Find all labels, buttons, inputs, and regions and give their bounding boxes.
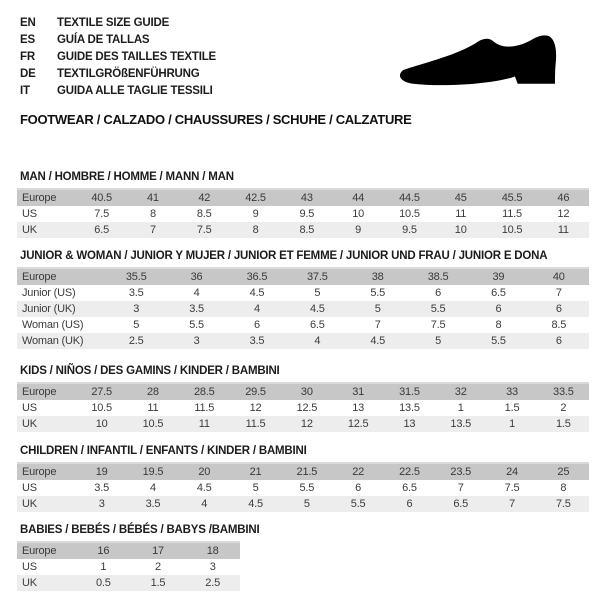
size-cell: 5 [287,285,347,301]
size-cell: 19 [76,463,127,480]
size-cell: 10.5 [486,222,537,238]
size-cell: 19.5 [127,463,178,480]
row-label: US [17,559,76,575]
size-cell: 38 [348,268,408,285]
size-cell: 5.5 [348,285,408,301]
row-label: Europe [17,463,76,480]
size-cell: 24 [486,463,537,480]
table-row [17,542,240,559]
size-cell: 28 [127,383,178,400]
size-cell: 5.5 [408,301,468,317]
size-cell: 12 [538,206,589,222]
table-row [17,463,589,480]
shoe-icon [393,18,575,104]
size-cell: 11 [435,206,486,222]
size-cell: 3 [166,333,226,349]
size-cell: 8.5 [529,317,589,333]
size-cell: 6 [227,317,287,333]
size-cell: 13 [384,416,435,432]
section-man [17,170,600,238]
size-table-babies [17,541,240,591]
size-cell: 4.5 [287,301,347,317]
size-cell: 3.5 [227,333,287,349]
size-cell: 25 [538,463,589,480]
size-cell: 40.5 [76,189,127,206]
size-cell: 28.5 [179,383,230,400]
section-title-junior-woman: JUNIOR & WOMAN / JUNIOR Y MUJER / JUNIOR ET FEMME / JUNIOR UND FRAU / JUNIOR E DONA [20,250,548,262]
size-cell: 13.5 [435,416,486,432]
size-cell: 11 [538,222,589,238]
table-row [17,416,589,432]
table-row [17,301,589,317]
size-cell: 43 [281,189,332,206]
size-cell: 9 [230,206,281,222]
language-code: ES [20,34,35,46]
size-cell: 37.5 [287,268,347,285]
size-cell: 5 [230,480,281,496]
size-cell: 7 [529,285,589,301]
size-cell: 35.5 [106,268,166,285]
row-label: Europe [17,268,106,285]
row-label: Junior (US) [17,285,106,301]
size-cell: 6 [529,333,589,349]
size-cell: 6.5 [468,285,528,301]
size-cell: 8.5 [281,222,332,238]
size-cell: 1 [435,400,486,416]
size-cell: 7.5 [408,317,468,333]
size-cell: 22.5 [384,463,435,480]
row-label: US [17,206,76,222]
size-cell: 1.5 [486,400,537,416]
section-children [17,444,600,512]
size-cell: 3 [76,496,127,512]
size-cell: 16 [76,542,131,559]
size-cell: 17 [131,542,186,559]
language-list [20,15,216,100]
size-cell: 4 [179,496,230,512]
size-cell: 45.5 [486,189,537,206]
size-cell: 10.5 [76,400,127,416]
size-cell: 10 [76,416,127,432]
section-babies [17,523,600,591]
size-cell: 1 [486,416,537,432]
size-cell: 33.5 [538,383,589,400]
table-row [17,206,589,222]
size-cell: 7 [435,480,486,496]
section-junior-woman [17,249,600,349]
table-row [17,575,240,591]
size-cell: 13 [332,400,383,416]
size-table-children [17,462,589,512]
size-cell: 27.5 [76,383,127,400]
size-cell: 30 [281,383,332,400]
size-table-man [17,188,589,238]
language-code: IT [20,85,30,97]
language-code: EN [20,17,36,29]
size-cell: 8 [538,480,589,496]
size-cell: 23.5 [435,463,486,480]
size-cell: 3 [106,301,166,317]
language-row [20,49,216,66]
size-cell: 20 [179,463,230,480]
table-row [17,189,589,206]
language-title: GUIDA ALLE TAGLIE TESSILI [57,85,213,97]
row-label: Woman (US) [17,317,106,333]
size-cell: 42.5 [230,189,281,206]
size-cell: 2 [538,400,589,416]
language-row [20,15,216,32]
size-cell: 4.5 [230,496,281,512]
row-label: UK [17,575,76,591]
size-cell: 9.5 [384,222,435,238]
size-cell: 6.5 [287,317,347,333]
size-cell: 5.5 [468,333,528,349]
size-cell: 10.5 [127,416,178,432]
size-cell: 5 [106,317,166,333]
table-row [17,317,589,333]
size-table-kids [17,382,589,432]
size-cell: 29.5 [230,383,281,400]
size-cell: 4 [127,480,178,496]
size-cell: 3.5 [166,301,226,317]
row-label: UK [17,416,76,432]
size-cell: 4 [166,285,226,301]
size-cell: 18 [185,542,240,559]
size-cell: 40 [529,268,589,285]
size-cell: 10 [435,222,486,238]
table-row [17,383,589,400]
size-cell: 8 [230,222,281,238]
size-cell: 2.5 [106,333,166,349]
row-label: US [17,400,76,416]
table-row [17,400,589,416]
size-cell: 5.5 [166,317,226,333]
size-cell: 31.5 [384,383,435,400]
size-cell: 2.5 [185,575,240,591]
table-row [17,559,240,575]
section-title-babies: BABIES / BEBÉS / BÉBÉS / BABYS /BAMBINI [20,524,260,536]
size-cell: 5 [408,333,468,349]
language-row [20,83,216,100]
language-code: DE [20,68,36,80]
size-cell: 5 [281,496,332,512]
language-title: TEXTILGRÖßENFÜHRUNG [57,68,200,80]
size-cell: 1 [76,559,131,575]
size-cell: 8 [127,206,178,222]
section-kids [17,364,600,432]
size-cell: 21.5 [281,463,332,480]
size-cell: 38.5 [408,268,468,285]
size-cell: 22 [332,463,383,480]
size-cell: 44 [332,189,383,206]
size-cell: 12.5 [281,400,332,416]
size-cell: 8.5 [179,206,230,222]
size-cell: 8 [468,317,528,333]
size-cell: 11 [179,416,230,432]
size-cell: 33 [486,383,537,400]
size-cell: 1.5 [131,575,186,591]
size-table-junior-woman [17,267,589,349]
size-cell: 6 [332,480,383,496]
row-label: UK [17,222,76,238]
size-cell: 44.5 [384,189,435,206]
size-cell: 5.5 [281,480,332,496]
size-cell: 3.5 [106,285,166,301]
section-title-kids: KIDS / NIÑOS / DES GAMINS / KINDER / BAMBINI [20,365,280,377]
size-cell: 4.5 [348,333,408,349]
size-cell: 0.5 [76,575,131,591]
size-cell: 39 [468,268,528,285]
language-title: TEXTILE SIZE GUIDE [57,17,170,29]
size-cell: 3.5 [127,496,178,512]
table-row [17,480,589,496]
size-cell: 4 [227,301,287,317]
size-cell: 11.5 [230,416,281,432]
size-cell: 7 [486,496,537,512]
size-cell: 46 [538,189,589,206]
row-label: Europe [17,189,76,206]
size-cell: 6 [384,496,435,512]
row-label: Woman (UK) [17,333,106,349]
size-cell: 36.5 [227,268,287,285]
size-cell: 4 [287,333,347,349]
size-cell: 12 [230,400,281,416]
section-title-man: MAN / HOMBRE / HOMME / MANN / MAN [20,171,234,183]
category-heading: FOOTWEAR / CALZADO / CHAUSSURES / SCHUHE / CALZATURE [20,112,412,127]
size-cell: 2 [131,559,186,575]
size-cell: 10.5 [384,206,435,222]
size-cell: 9.5 [281,206,332,222]
size-cell: 4.5 [227,285,287,301]
size-cell: 6.5 [435,496,486,512]
size-cell: 12 [281,416,332,432]
size-cell: 3 [185,559,240,575]
language-title: GUIDE DES TAILLES TEXTILE [57,51,216,63]
size-cell: 5 [348,301,408,317]
table-row [17,268,589,285]
language-title: GUÍA DE TALLAS [57,34,150,46]
size-cell: 6 [468,301,528,317]
table-row [17,496,589,512]
size-cell: 6.5 [76,222,127,238]
row-label: UK [17,496,76,512]
size-cell: 9 [332,222,383,238]
section-title-children: CHILDREN / INFANTIL / ENFANTS / KINDER / BAMBINI [20,445,307,457]
table-row [17,285,589,301]
size-cell: 1.5 [538,416,589,432]
size-cell: 10 [332,206,383,222]
size-cell: 32 [435,383,486,400]
size-cell: 3.5 [76,480,127,496]
size-cell: 7 [127,222,178,238]
size-cell: 6.5 [384,480,435,496]
row-label: US [17,480,76,496]
size-cell: 7.5 [486,480,537,496]
size-cell: 6 [529,301,589,317]
size-cell: 7.5 [76,206,127,222]
size-cell: 5.5 [332,496,383,512]
language-code: FR [20,51,35,63]
size-cell: 45 [435,189,486,206]
size-cell: 12.5 [332,416,383,432]
size-cell: 41 [127,189,178,206]
size-cell: 6 [408,285,468,301]
size-cell: 7 [348,317,408,333]
table-row [17,222,589,238]
size-cell: 11.5 [486,206,537,222]
size-cell: 42 [179,189,230,206]
language-row [20,32,216,49]
row-label: Junior (UK) [17,301,106,317]
size-cell: 7.5 [179,222,230,238]
row-label: Europe [17,383,76,400]
size-cell: 21 [230,463,281,480]
language-row [20,66,216,83]
table-row [17,333,589,349]
size-cell: 11.5 [179,400,230,416]
size-cell: 31 [332,383,383,400]
size-cell: 7.5 [538,496,589,512]
size-cell: 36 [166,268,226,285]
size-cell: 11 [127,400,178,416]
row-label: Europe [17,542,76,559]
size-cell: 4.5 [179,480,230,496]
size-cell: 13.5 [384,400,435,416]
